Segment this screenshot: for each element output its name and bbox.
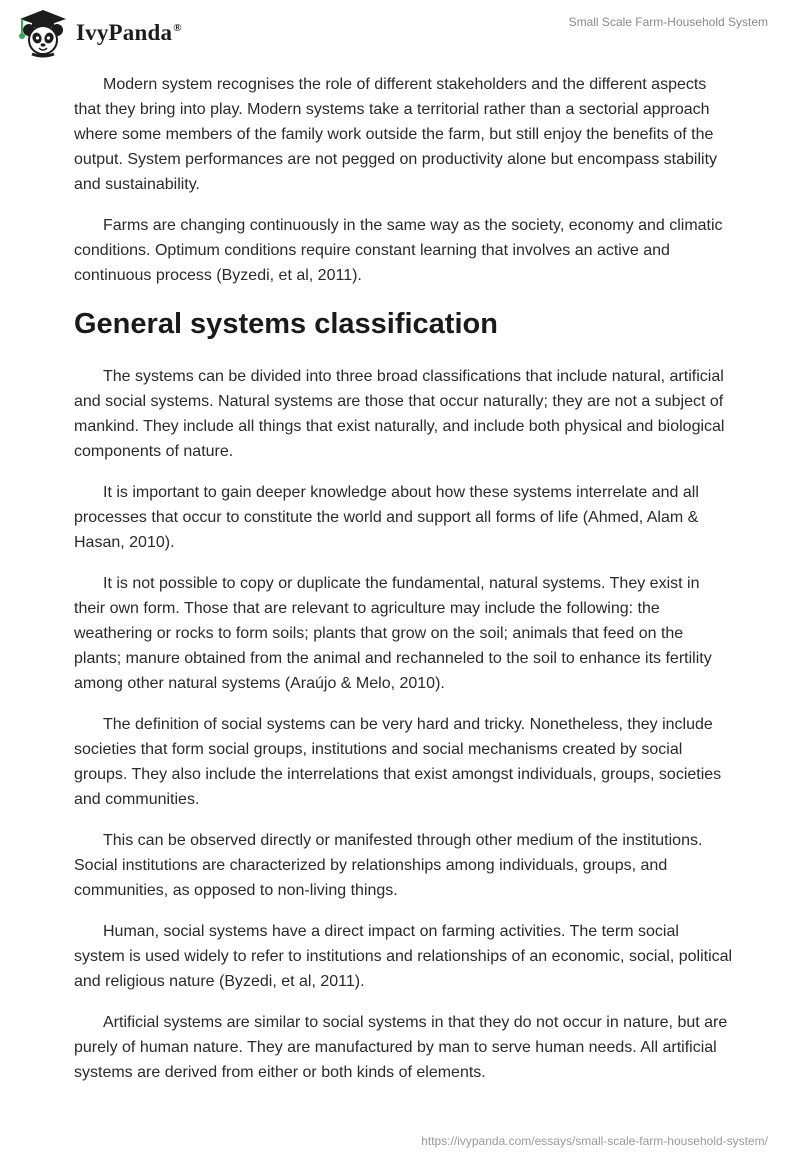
document-title: Small Scale Farm-Household System	[568, 15, 768, 29]
paragraph: Modern system recognises the role of different stakeholders and the different aspects that they bring into play. Modern systems take a territorial rather than a sectorial approach where some members of the family work outside the farm, but still enjoy the benefits of the output. System performances are not pegged on productivity alone but encompass stability and sustainability.	[74, 76, 718, 193]
page-header	[0, 0, 800, 60]
brand-name: IvyPanda®	[76, 20, 182, 45]
source-url[interactable]: https://ivypanda.com/essays/small-scale-farm-household-system/	[421, 1134, 768, 1148]
essay-body	[74, 72, 734, 1101]
section-heading: General systems classification	[74, 308, 498, 340]
paragraph: This can be observed directly or manifested through other medium of the institutions. Social institutions are characterized by relationships among individuals, groups, and communities, as opposed to non-living things.	[74, 832, 703, 899]
paragraph: It is important to gain deeper knowledge about how these systems interrelate and all processes that occur to constitute the world and support all forms of life (Ahmed, Alam & Hasan, 2010).	[74, 484, 699, 551]
paragraph: Artificial systems are similar to social systems in that they do not occur in nature, but are purely of human nature. They are manufactured by man to serve human needs. All artificial systems are derived from either or both kinds of elements.	[74, 1014, 728, 1081]
paragraph: Human, social systems have a direct impact on farming activities. The term social system is used widely to refer to institutions and relationships of an economic, social, political and religious nature (Byzedi, et al, 2011).	[74, 923, 733, 990]
paragraph: The systems can be divided into three broad classifications that include natural, artificial and social systems. Natural systems are those that occur naturally; they are not a subject of mankind. They include all things that exist naturally, and include both physical and biological components of nature.	[74, 368, 725, 460]
paragraph: Farms are changing continuously in the same way as the society, economy and climatic conditions. Optimum conditions require constant learning that involves an active and continuous process (Byzedi, et al, 2011).	[74, 217, 723, 284]
paragraph: The definition of social systems can be very hard and tricky. Nonetheless, they include societies that form social groups, institutions and social mechanisms created by social groups. They also include the interrelations that exist amongst individuals, groups, societies and communities.	[74, 716, 722, 808]
paragraph: It is not possible to copy or duplicate the fundamental, natural systems. They exist in their own form. Those that are relevant to agriculture may include the following: the weathering or rocks to form soils; plants that grow on the soil; animals that feed on the plants; manure obtained from the animal and rechanneled to the soil to enhance its fertility among other natural systems (Araújo & Melo, 2010).	[74, 575, 712, 692]
ivypanda-logo[interactable]	[14, 8, 182, 58]
panda-graduate-icon	[14, 8, 72, 58]
